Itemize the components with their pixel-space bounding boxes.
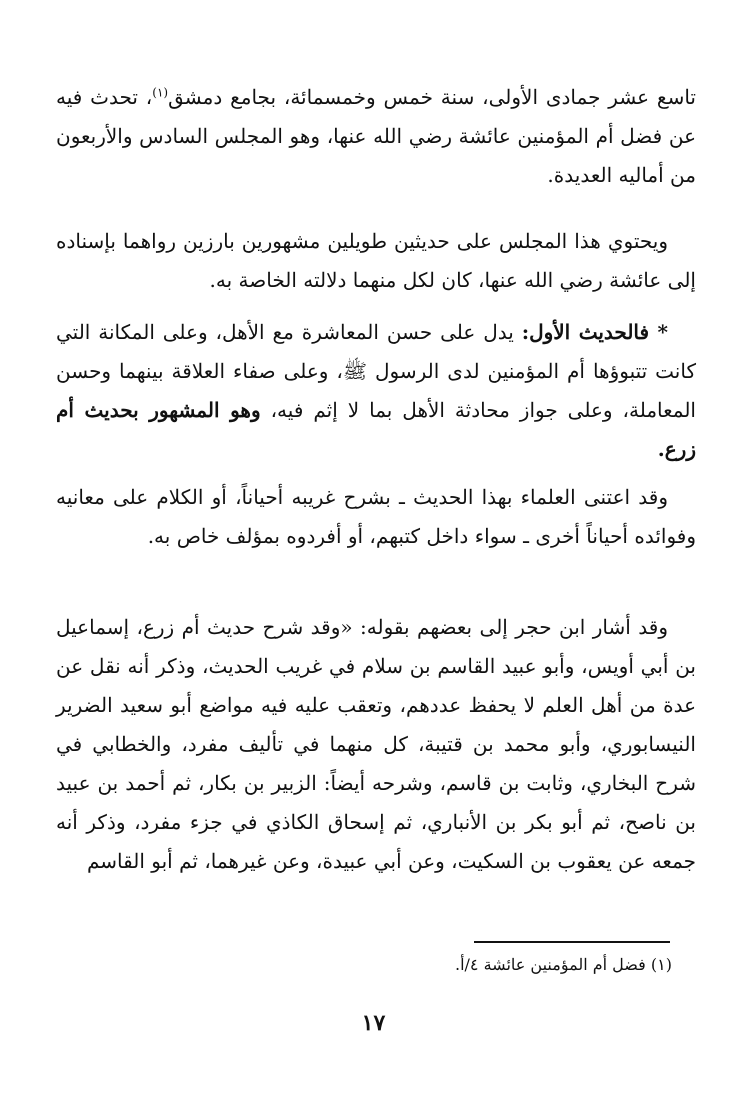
paragraph-3-text: يدل على حسن المعاشرة مع الأهل، وعلى المكانة التي كانت تتبوؤها أم المؤمنين لدى الرسول ﷺ، وعلى صفاء العلاقة بينهما وحسن المعاملة، وعلى جواز محادثة الأهل بما لا إثم فيه، [56,320,696,422]
paragraph-2: ويحتوي هذا المجلس على حديثين طويلين مشهورين بارزين رواهما بإسناده إلى عائشة رضي الله عنها، كان لكل منهما دلالته الخاصة به. [56,229,696,292]
first-hadith-heading: * فالحديث الأول: [521,320,668,344]
paragraph-1 [56,78,696,195]
footnote-separator [474,941,670,943]
paragraph-5: وقد أشار ابن حجر إلى بعضهم بقوله: «وقد شرح حديث أم زرع، إسماعيل بن أبي أويس، وأبو عبيد القاسم بن سلام في غريب الحديث، وذكر أنه نقل عن عدة من أهل العلم لا يحفظ عددهم، وتعقب عليه فيه مواضع أبو سعيد الضرير النيسابوري، وأبو محمد بن قتيبة، كل منهما في تأليف مفرد، والخطابي في شرح البخاري، وثابت بن قاسم، وشرحه أيضاً: الزبير بن بكار، ثم أحمد بن عبيد بن ناصح، ثم أبو بكر بن الأنباري، ثم إسحاق الكاذي في جزء مفرد، وذكر أنه جمعه عن يعقوب بن السكيت، وعن أبي عبيدة، وعن غيرهما، ثم أبو القاسم [56,615,696,873]
footnote: (١) فضل أم المؤمنين عائشة ٤/أ. [455,955,672,974]
paragraph-1-text-a: تاسع عشر جمادى الأولى، سنة خمس وخمسمائة، بجامع دمشق [168,85,696,109]
page-number: ١٧ [361,1010,386,1036]
paragraph-3-bold-tail: وهو المشهور بحديث أم زرع. [56,398,696,461]
paragraph-1-text-b: ، تحدث فيه عن فضل أم المؤمنين عائشة رضي الله عنها، وهو المجلس السادس والأربعون من أماليه العديدة. [56,85,697,187]
footnote-reference: (١) [152,85,169,100]
paragraph-3 [56,313,696,469]
paragraph-4: وقد اعتنى العلماء بهذا الحديث ـ بشرح غريبه أحياناً، أو الكلام على معانيه وفوائده أحياناً أخرى ـ سواء داخل كتبهم، أو أفردوه بمؤلف خاص به. [56,485,696,548]
